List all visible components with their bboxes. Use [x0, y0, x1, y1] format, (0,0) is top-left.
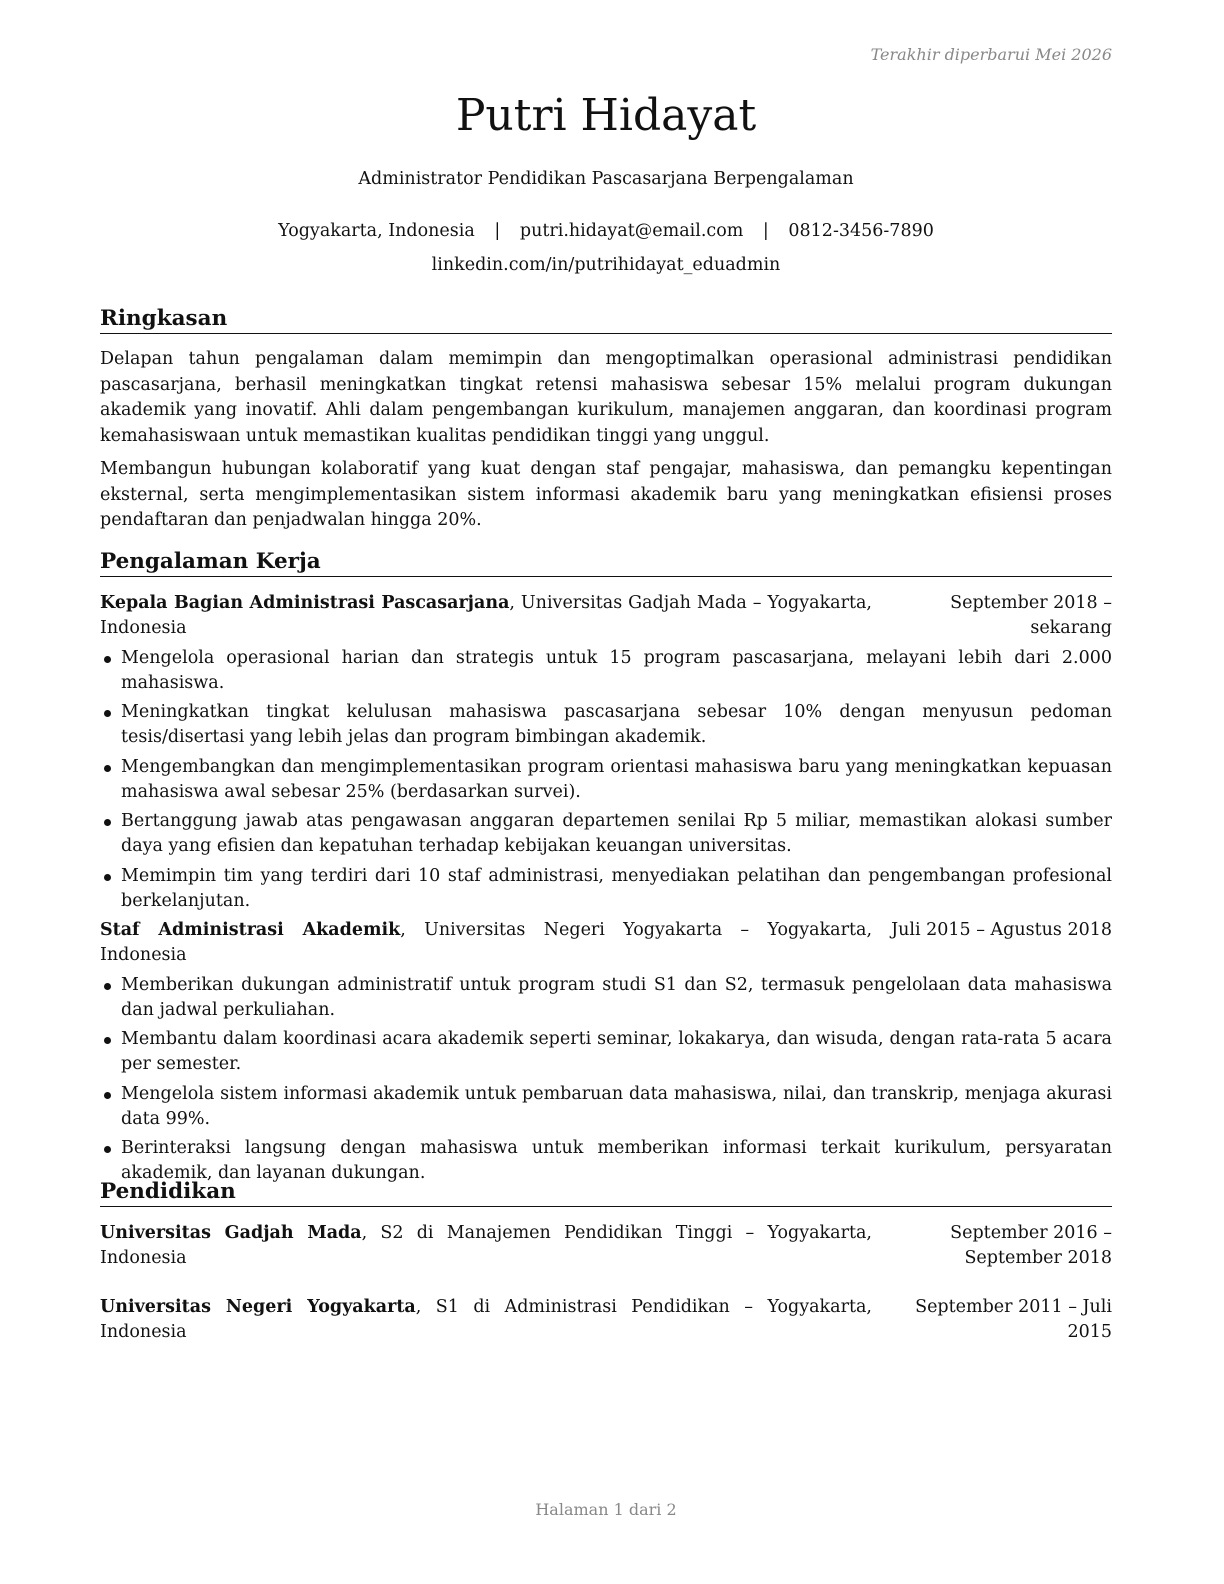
location-text: Yogyakarta, Indonesia	[278, 221, 475, 241]
job-organization: , Universitas Gadjah Mada – Yogyakarta, Indonesia	[100, 593, 872, 638]
list-item: Mengelola operasional harian dan strategis untuk 15 program pascasarjana, melayani lebih dari 2.000 mahasiswa.	[100, 646, 1112, 696]
education-dates: September 2011 – Juli 2015	[915, 1297, 1112, 1342]
job-role: Staf Administrasi Akademik	[100, 920, 401, 940]
job-header	[100, 918, 1112, 968]
job-organization: , Universitas Negeri Yogyakarta – Yogyakarta, Indonesia	[100, 920, 873, 965]
education-entry	[100, 1295, 1112, 1345]
list-item: Meningkatkan tingkat kelulusan mahasiswa pascasarjana sebesar 10% dengan menyusun pedoman tesis/disertasi yang lebih jelas dan program bimbingan akademik.	[100, 700, 1112, 750]
email-link[interactable]: putri.hidayat@email.com	[519, 221, 744, 241]
last-updated: Terakhir diperbarui Mei 2026	[870, 45, 1112, 64]
section-title-education: Pendidikan	[100, 1179, 1112, 1207]
contact-line	[100, 219, 1112, 243]
job-title-line	[100, 918, 872, 968]
section-title-experience: Pengalaman Kerja	[100, 549, 1112, 577]
job-title-line	[100, 591, 872, 641]
education-title-line	[100, 1295, 872, 1345]
job-role: Kepala Bagian Administrasi Pascasarjana	[100, 593, 510, 613]
education-school: Universitas Negeri Yogyakarta	[100, 1297, 416, 1317]
job-header	[100, 591, 1112, 641]
resume-page	[100, 0, 1112, 1584]
list-item: Mengembangkan dan mengimplementasikan program orientasi mahasiswa baru yang meningkatkan kepuasan mahasiswa awal sebesar 25% (berdasarkan survei).	[100, 755, 1112, 805]
education-detail: , S1 di Administrasi Pendidikan – Yogyakarta, Indonesia	[100, 1297, 872, 1342]
candidate-name: Putri Hidayat	[455, 90, 757, 141]
summary-paragraph-1: Delapan tahun pengalaman dalam memimpin dan mengoptimalkan operasional administrasi pendidikan pascasarjana, berhasil meningkatkan tingkat retensi mahasiswa sebesar 15% melalui program dukungan akademik yang inovatif. Ahli dalam pengembangan kurikulum, manajemen anggaran, dan koordinasi program kemahasiswaan untuk memastikan kualitas pendidikan tinggi yang unggul.	[100, 349, 1112, 446]
education-dates: September 2016 – September 2018	[950, 1223, 1112, 1268]
contact-separator: |	[762, 221, 769, 241]
education-header	[100, 1221, 1112, 1271]
linkedin-link[interactable]: linkedin.com/in/putrihidayat_eduadmin	[431, 255, 781, 275]
job-bullets	[100, 646, 1112, 914]
job-dates: September 2018 – sekarang	[950, 593, 1112, 638]
candidate-tagline: Administrator Pendidikan Pascasarjana Berpengalaman	[358, 169, 854, 189]
contact-separator: |	[494, 221, 501, 241]
summary-paragraph-2: Membangun hubungan kolaboratif yang kuat dengan staf pengajar, mahasiswa, dan pemangku kepentingan eksternal, serta mengimplementasikan sistem informasi akademik baru yang meningkatkan efisiensi proses pendaftaran dan penjadwalan hingga 20%.	[100, 459, 1112, 530]
education-entry	[100, 1221, 1112, 1271]
education-detail: , S2 di Manajemen Pendidikan Tinggi – Yogyakarta, Indonesia	[100, 1223, 872, 1268]
job-bullets	[100, 973, 1112, 1187]
list-item: Memberikan dukungan administratif untuk program studi S1 dan S2, termasuk pengelolaan data mahasiswa dan jadwal perkuliahan.	[100, 973, 1112, 1023]
job-entry	[100, 918, 1112, 1186]
job-entry	[100, 591, 1112, 914]
page-number: Halaman 1 dari 2	[535, 1500, 677, 1519]
list-item: Bertanggung jawab atas pengawasan anggaran departemen senilai Rp 5 miliar, memastikan alokasi sumber daya yang efisien dan kepatuhan terhadap kebijakan keuangan universitas.	[100, 809, 1112, 859]
list-item: Berinteraksi langsung dengan mahasiswa untuk memberikan informasi terkait kurikulum, persyaratan akademik, dan layanan dukungan.	[100, 1136, 1112, 1186]
list-item: Mengelola sistem informasi akademik untuk pembaruan data mahasiswa, nilai, dan transkrip, menjaga akurasi data 99%.	[100, 1082, 1112, 1132]
job-dates: Juli 2015 – Agustus 2018	[891, 920, 1112, 940]
education-header	[100, 1295, 1112, 1345]
section-title-summary: Ringkasan	[100, 306, 1112, 334]
education-school: Universitas Gadjah Mada	[100, 1223, 362, 1243]
phone-text: 0812-3456-7890	[788, 221, 934, 241]
list-item: Memimpin tim yang terdiri dari 10 staf administrasi, menyediakan pelatihan dan pengembangan profesional berkelanjutan.	[100, 864, 1112, 914]
education-title-line	[100, 1221, 872, 1271]
list-item: Membantu dalam koordinasi acara akademik seperti seminar, lokakarya, dan wisuda, dengan rata-rata 5 acara per semester.	[100, 1027, 1112, 1077]
